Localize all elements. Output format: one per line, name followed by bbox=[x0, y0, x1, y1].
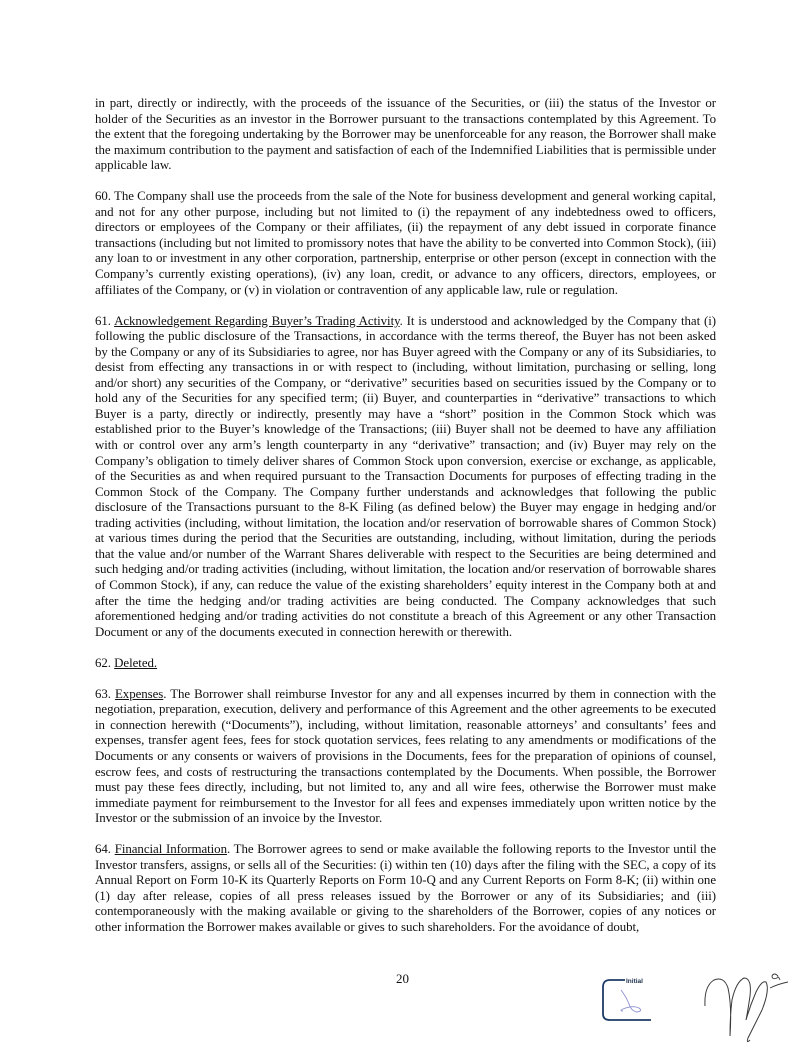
section-number: 64. bbox=[95, 842, 111, 857]
page-number: 20 bbox=[396, 971, 409, 986]
paragraph-text: . It is understood and acknowledged by the Company that (i) following the public disclosure of the Transactions, in accordance with the terms thereof, the Buyer has not been asked by the Company or any of its Subsidiaries to agree, nor has Buyer agreed with the Company or any of its Subsidiaries, to desist from effecting any transactions in or with respect to (including, without limitation, purchasing or selling, long and/or short) any securities of the Company, or “derivative” securities based on securities issued by the Company or to hold any of the Securities for any specified term; (ii) Buyer, and counterparties in “derivative” transactions to which Buyer is a party, directly or indirectly, presently may have a “short” position in the Common Stock which was established prior to the Buyer’s knowledge of the Transactions; (iii) Buyer shall not be deemed to have any affiliation with or control over any arm’s length counterparty in any “derivative” transaction; and (iv) Buyer may rely on the Company’s obligation to timely deliver shares of Common Stock upon conversion, exercise or exchange, as applicable, of the Securities as and when required pursuant to the Transaction Documents for purposes of effecting trading in the Common Stock of the Company. The Company further understands and acknowledges that following the public disclosure of the Transactions pursuant to the 8-K Filing (as defined below) the Buyer may engage in hedging and/or trading activities (including, without limitation, the location and/or reservation of borrowable shares of Common Stock) at various times during the period that the Securities are outstanding, including, without limitation, during the periods that the value and/or number of the Warrant Shares deliverable with respect to the Securities are being determined and such hedging and/or trading activities (including, without limitation, the location and/or reservation of borrowable shares of Common Stock), if any, can reduce the value of the existing shareholders’ equity interest in the Company both at and after the time the hedging and/or trading activities are being conducted. The Company acknowledges that such aforementioned hedging and/or trading activities do not constitute a breach of this Agreement or any other Transaction Document or any of the documents executed in connection herewith or therewith. bbox=[95, 313, 716, 639]
signature-icon bbox=[700, 966, 800, 1050]
section-number: 61. bbox=[95, 313, 111, 328]
paragraph-64 bbox=[95, 842, 716, 935]
section-heading: Financial Information bbox=[114, 842, 227, 857]
section-number: 62. bbox=[95, 655, 111, 670]
section-number: 63. bbox=[95, 686, 111, 701]
section-heading: Acknowledgement Regarding Buyer’s Trading Activity bbox=[114, 313, 400, 328]
paragraph-60 bbox=[95, 189, 716, 298]
initial-label: Initial bbox=[626, 978, 643, 985]
document-body bbox=[95, 96, 716, 951]
paragraph-text: in part, directly or indirectly, with the proceeds of the issuance of the Securities, or (iii) the status of the Investor or holder of the Securities as an investor in the Borrower pursuant to the transactions contemplated by this Agreement. To the extent that the foregoing undertaking by the Borrower may be unenforceable for any reason, the Borrower shall make the maximum contribution to the payment and satisfaction of each of the Indemnified Liabilities that is permissible under applicable law. bbox=[95, 96, 716, 173]
section-heading: Deleted. bbox=[114, 655, 158, 670]
paragraph-59-continued bbox=[95, 96, 716, 174]
paragraph-62 bbox=[95, 656, 716, 672]
paragraph-text: . The Borrower shall reimburse Investor for any and all expenses incurred by them in connection with the negotiation, preparation, execution, delivery and performance of this Agreement and the other agreements to be executed in connection herewith (“Documents”), including, without limitation, reasonable attorneys’ and consultants’ fees and expenses, transfer agent fees, fees for stock quotation services, fees relating to any amendments or modifications of the Documents or any consents or waivers of provisions in the Documents, fees for the preparation of opinions of counsel, escrow fees, and costs of restructuring the transactions contemplated by the Documents. When possible, the Borrower must pay these fees directly, including, but not limited to, any and all wire fees, otherwise the Borrower must make immediate payment for reimbursement to the Investor for all fees and expenses immediately upon written notice by the Investor or the submission of an invoice by the Investor. bbox=[95, 686, 716, 826]
paragraph-61 bbox=[95, 314, 716, 640]
paragraph-63 bbox=[95, 687, 716, 827]
paragraph-text: The Company shall use the proceeds from the sale of the Note for business development and general working capital, and not for any other purpose, including but not limited to (i) the repayment of any indebtedness owed to officers, directors or employees of the Company or their affiliates, (ii) the repayment of any debt issued in corporate finance transactions (including but not limited to promissory notes that have the ability to be converted into Common Stock), (iii) any loan to or investment in any other corporation, partnership, enterprise or other person (except in connection with the Company’s currently existing operations), (iv) any loan, credit, or advance to any officers, directors, employees, or affiliates of the Company, or (v) in violation or contravention of any applicable law, rule or regulation. bbox=[95, 189, 716, 297]
paragraph-text: . The Borrower agrees to send or make available the following reports to the Investor until the Investor transfers, assigns, or sells all of the Securities: (i) within ten (10) days after the filing with the SEC, a copy of its Annual Report on Form 10-K its Quarterly Reports on Form 10-Q and any Current Reports on Form 8-K; (ii) within one (1) day after release, copies of all press releases issued by the Borrower or any of its Subsidiaries; and (iii) contemporaneously with the making available or giving to the shareholders of the Borrower, copies of any notices or other information the Borrower makes available or gives to such shareholders. For the avoidance of doubt, bbox=[95, 842, 716, 934]
section-heading: Expenses bbox=[114, 686, 164, 701]
section-number: 60. bbox=[95, 189, 111, 204]
